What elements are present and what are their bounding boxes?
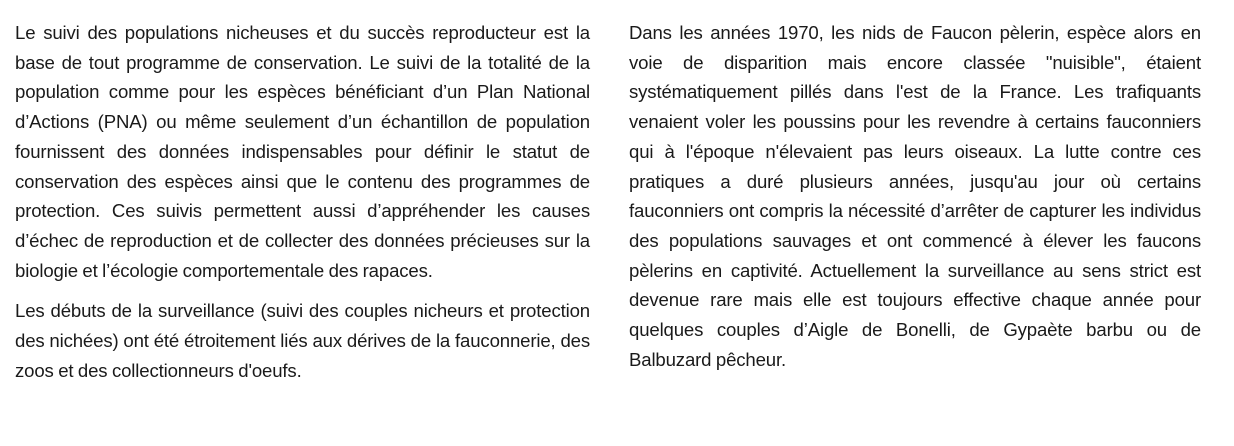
paragraph-surveillance-origins: Les débuts de la surveillance (suivi des couples nicheurs et protection des nichées) ont été étroitement liés aux dérives de la fauconnerie, des zoos et des collectionneurs d'oeufs.: [15, 300, 590, 381]
left-column: [15, 18, 590, 385]
paragraph-peregrine-falcon-history: Dans les années 1970, les nids de Faucon pèlerin, espèce alors en voie de disparition mais encore classée "nuisible", étaient systématiquement pillés dans l'est de la France. Les trafiquants venaient voler les poussins pour les revendre à certains fauconniers qui à l'époque n'élevaient pas leurs oiseaux. La lutte contre ces pratiques a duré plusieurs années, jusqu'au jour où certains fauconniers ont compris la nécessité d’arrêter de capturer les individus des populations sauvages et ont commencé à élever les faucons pèlerins en captivité. Actuellement la surveillance au sens strict est devenue rare mais elle est toujours effective chaque année pour quelques couples d’Aigle de Bonelli, de Gypaète barbu ou de Balbuzard pêcheur.: [629, 22, 1201, 370]
right-column: [629, 18, 1201, 374]
paragraph-monitoring-intro: Le suivi des populations nicheuses et du succès reproducteur est la base de tout programme de conservation. Le suivi de la totalité de la population comme pour les espèces bénéficiant d’un Plan National d’Actions (PNA) ou même seulement d’un échantillon de population fournissent des données indispensables pour définir le statut de conservation des espèces ainsi que le contenu des programmes de protection. Ces suivis permettent aussi d’appréhender les causes d’échec de reproduction et de collecter des données précieuses sur la biologie et l’écologie comportementale des rapaces.: [15, 22, 590, 281]
